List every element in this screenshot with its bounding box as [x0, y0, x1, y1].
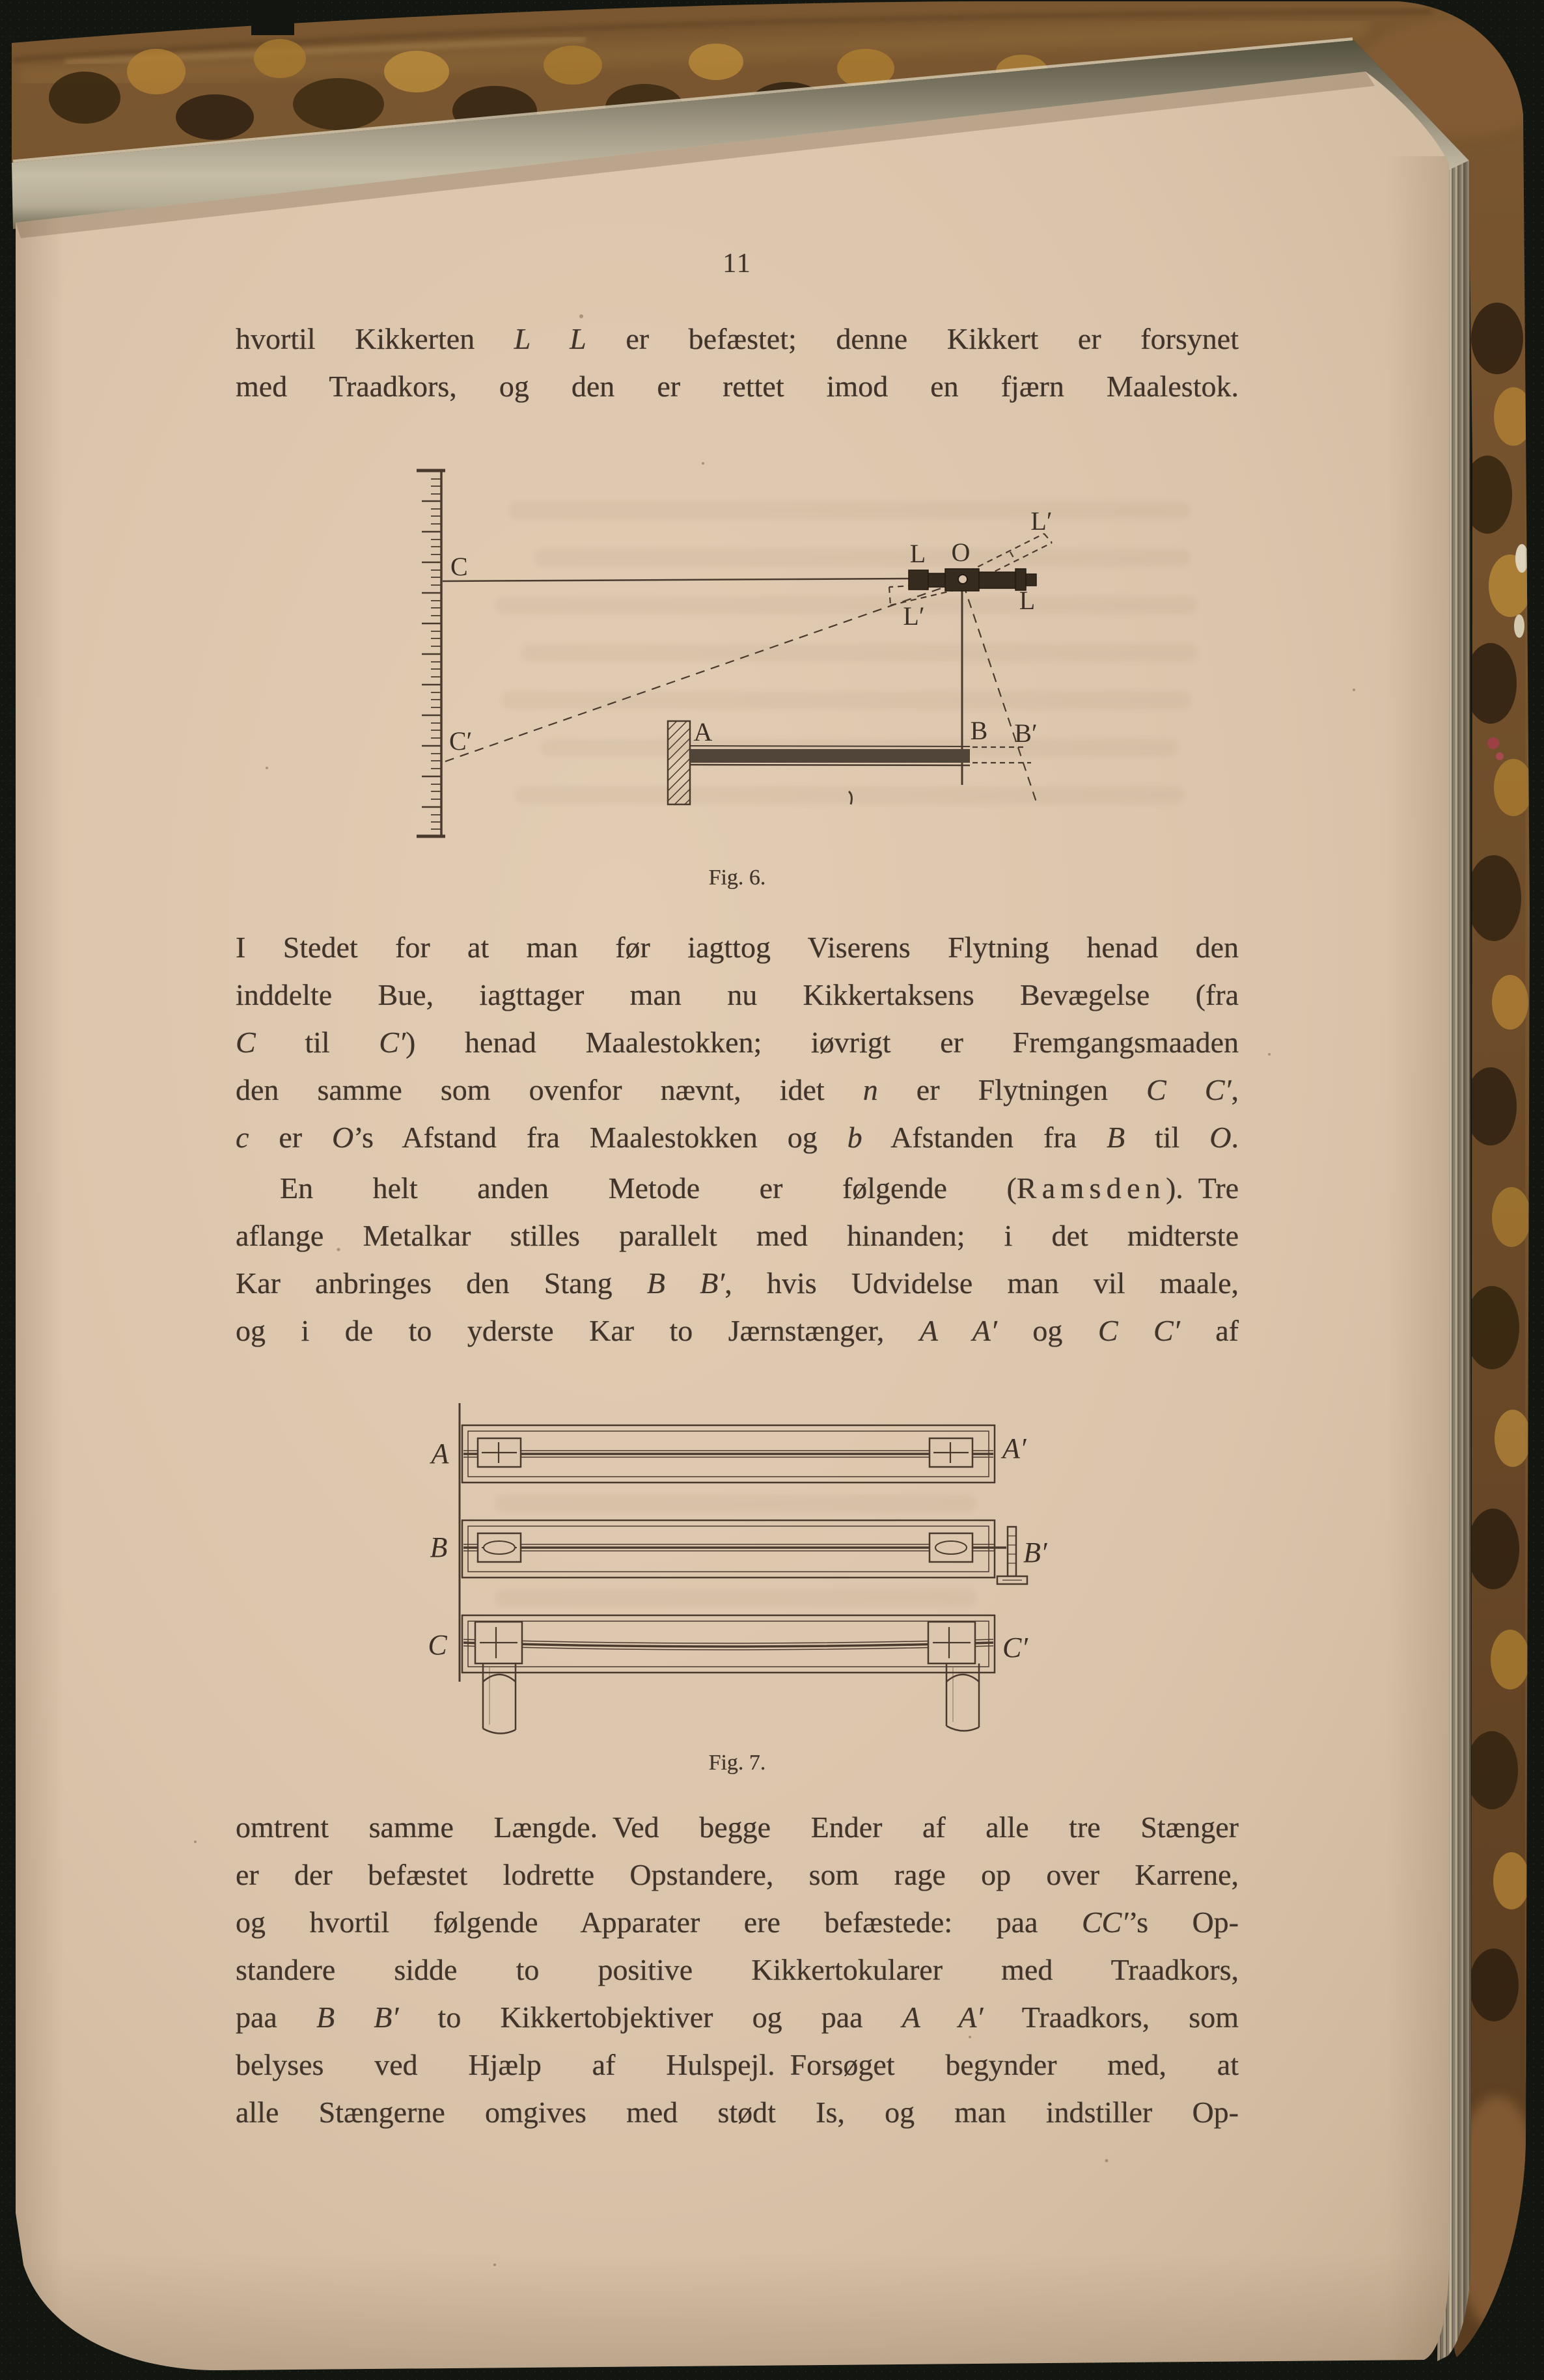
fig6-label-scale-top: C: [450, 552, 468, 581]
text-line: standere sidde to positive Kikkertokularer med Traadkors,: [236, 1953, 1239, 1986]
text-line: alle Stængerne omgives med stødt Is, og man indstiller Op-: [236, 2096, 1239, 2129]
pivot-point: [958, 575, 967, 584]
fig6-label-wall-end: A: [693, 717, 713, 746]
paragraph-4: [236, 1803, 1239, 2136]
text-line: og i de to yderste Kar to Jærnstænger, A A′ og C C′ af: [236, 1314, 1239, 1347]
fig6-label-axis-foot: B: [970, 716, 988, 745]
scan-clamp-notch: [251, 0, 294, 35]
fig6-label-tube-right: L: [1019, 586, 1036, 615]
trough-a: [462, 1425, 995, 1483]
fig6-label-tube-left: L: [909, 539, 926, 568]
text-line: C til C′) henad Maalestokken; iøvrigt er Fremgangsmaaden: [236, 1026, 1239, 1059]
text-line: En helt anden Metode er følgende (Ramsden). Tre: [280, 1171, 1239, 1205]
trough-b: [462, 1520, 1027, 1584]
text-line: aflange Metalkar stilles parallelt med hinanden; i det midterste: [236, 1219, 1239, 1252]
text-line: omtrent samme Længde. Ved begge Ender af alle tre Stænger: [236, 1811, 1239, 1844]
fig7-label-rod3-right: C′: [1002, 1632, 1028, 1663]
fig6-label-axis-foot-moved: B′: [1014, 718, 1038, 748]
paragraph-1: [236, 315, 1239, 410]
telescope: [909, 569, 1036, 591]
paragraph-2: [236, 923, 1239, 1161]
contact-post: [1008, 1527, 1016, 1576]
measuring-scale: [417, 471, 445, 836]
text-line: den samme som ovenfor nævnt, idet n er Flytningen C C′,: [236, 1073, 1239, 1106]
fig7-caption: Fig. 7.: [708, 1751, 766, 1775]
trough-c: [462, 1615, 995, 1734]
fig7-label-rod2-left: B: [430, 1531, 448, 1563]
text-line: I Stedet for at man før iagttog Viserens Flytning henad den: [236, 931, 1239, 964]
fig6-label-rotated-upper: L′: [1030, 506, 1053, 536]
fig6-label-pivot: O: [951, 538, 971, 567]
fixed-wall: [668, 721, 690, 804]
figure-6: [365, 449, 1107, 846]
figure-7: [417, 1393, 1081, 1747]
text-line: er der befæstet lodrette Opstandere, som rage op over Karrene,: [236, 1858, 1239, 1891]
paragraph-3: [236, 1164, 1239, 1354]
text-line: paa B B′ to Kikkertobjektiver og paa A A′ Traadkors, som: [236, 2001, 1239, 2034]
text-line: hvortil Kikkerten L L er befæstet; denne Kikkert er forsynet: [236, 322, 1239, 355]
fig7-label-rod3-left: C: [428, 1629, 447, 1661]
fig6-caption: Fig. 6.: [708, 866, 766, 890]
sight-line-c: [443, 579, 909, 581]
text-line: med Traadkors, og den er rettet imod en fjærn Maalestok.: [236, 370, 1239, 403]
red-marble-spot: [1487, 737, 1499, 749]
text-line: og hvortil følgende Apparater ere befæstede: paa CC′’s Op-: [236, 1906, 1239, 1939]
stray-mark: [849, 791, 851, 804]
measured-bar: [690, 746, 970, 765]
fig7-label-rod1-right: A′: [1002, 1432, 1027, 1464]
fig7-label-rod1-left: A: [431, 1438, 449, 1470]
text-line: c er O’s Afstand fra Maalestokken og b Afstanden fra B til O.: [236, 1121, 1239, 1154]
eyepiece-tube-left: [483, 1663, 516, 1734]
fig7-label-rod2-right: B′: [1023, 1537, 1047, 1568]
eyepiece-tube-right: [946, 1663, 979, 1731]
fig6-label-scale-bottom: C′: [449, 726, 473, 756]
fig6-label-rotated-lower: L′: [903, 601, 925, 631]
tilted-axis-line: [963, 584, 1036, 802]
displacement-dashes: [972, 747, 1031, 763]
text-line: belyses ved Hjælp af Hulspejl. Forsøget begynder med, at: [236, 2048, 1239, 2081]
text-line: inddelte Bue, iagttager man nu Kikkertaksens Bevægelse (fra: [236, 978, 1239, 1011]
page-number: 11: [723, 249, 752, 279]
text-line: Kar anbringes den Stang B B′, hvis Udvidelse man vil maale,: [236, 1266, 1239, 1300]
